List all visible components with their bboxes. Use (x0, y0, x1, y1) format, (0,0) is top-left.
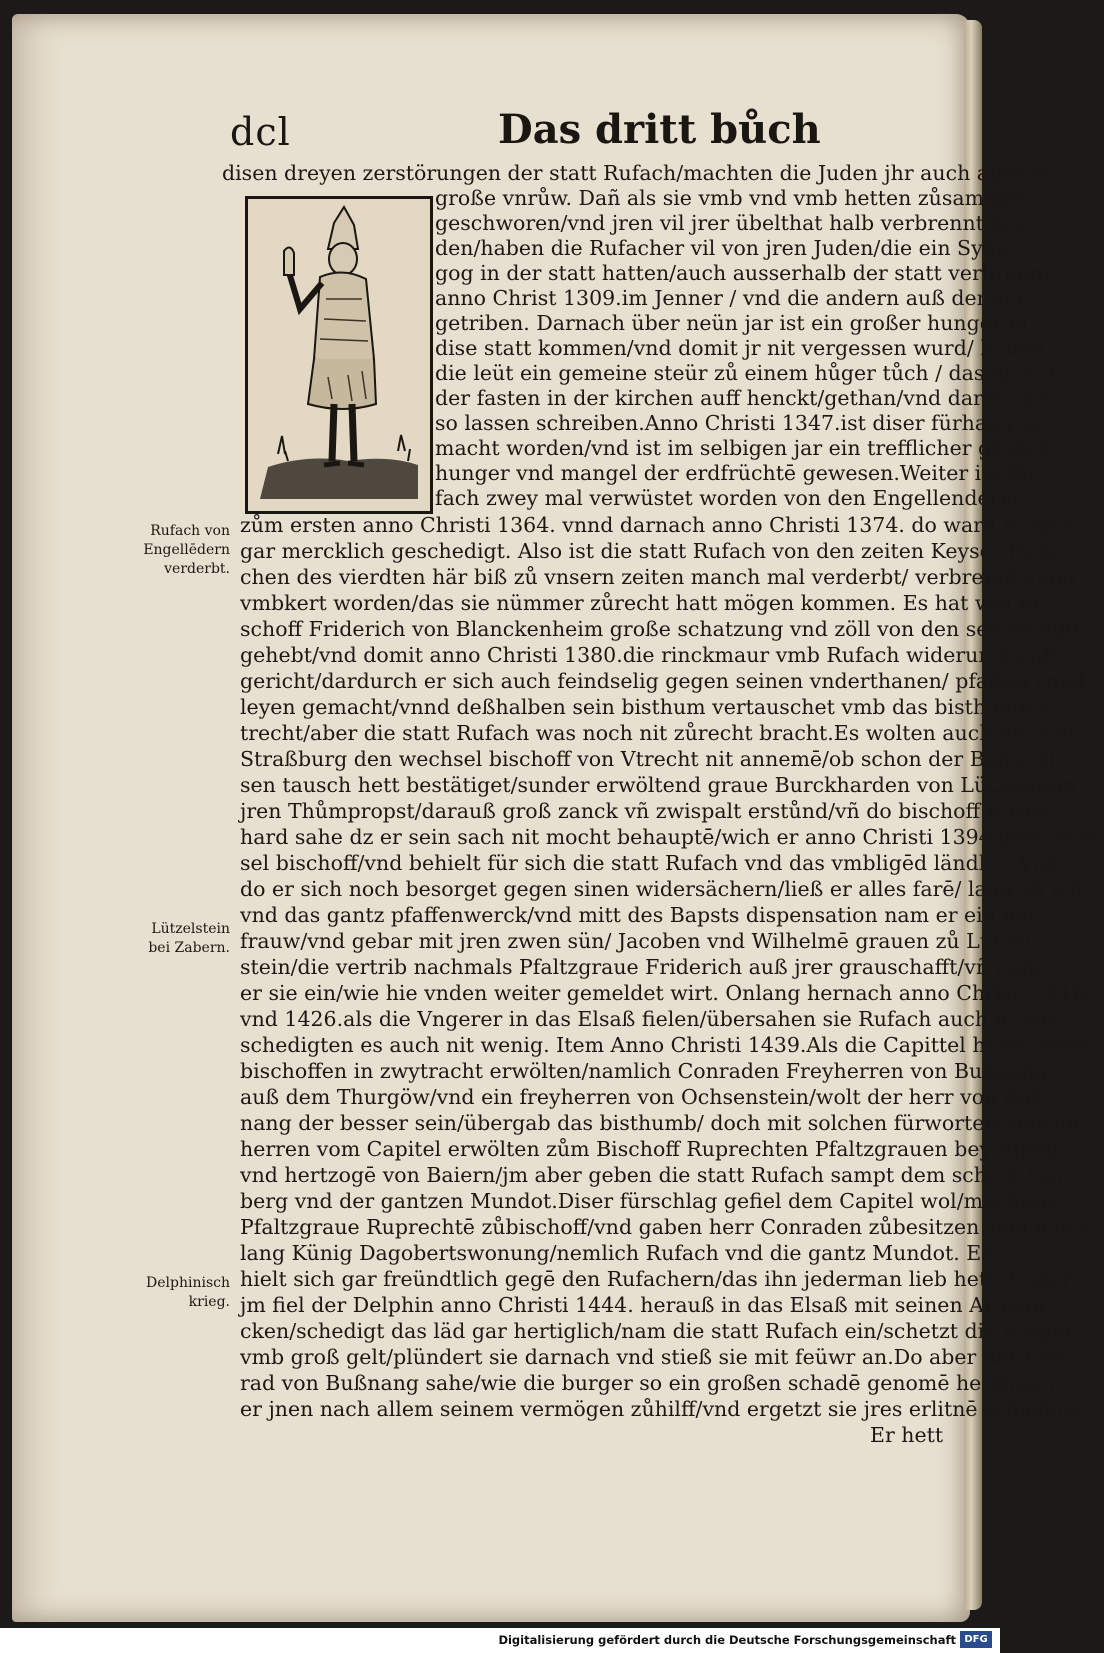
text-line: so lassen schreiben.Anno Christi 1347.ist diser fürhang ge (435, 411, 1046, 435)
funding-credit: Digitalisierung gefördert durch die Deutsche Forschungsgemeinschaft (498, 1633, 956, 1647)
text-line: sen tausch hett bestätiget/sunder erwöltend graue Burckharden von Lützelstein (240, 773, 1076, 797)
text-line: bischoffen in zwytracht erwölten/namlich Conraden Freyherren von Bußnang (240, 1059, 1048, 1083)
catchword: Er hett (870, 1423, 944, 1447)
text-line: gog in der statt hatten/auch ausserhalb der statt verbrennt (435, 261, 1052, 285)
text-line: stein/die vertrib nachmals Pfaltzgraue Friderich auß jrer grauschafft/vñ nam (240, 955, 1041, 979)
running-head: Das dritt bůch (498, 106, 821, 153)
text-line: der fasten in der kirchen auff henckt/gethan/vnd darein als (435, 386, 1051, 410)
text-line: jren Thůmpropst/darauß groß zanck vñ zwispalt erstůnd/vñ do bischoff Burck (240, 799, 1049, 823)
text-line: chen des vierdten här biß zů vnsern zeiten manch mal verderbt/ verbrennt vnnd (240, 565, 1076, 589)
text-line: er sie ein/wie hie vnden weiter gemeldet wirt. Onlang hernach anno Christi 1416. (240, 981, 1093, 1005)
marginal-note: Rufach von Engellēdern verderbt. (143, 523, 230, 577)
text-line: leyen gemacht/vnnd deßhalben sein bisthum vertauschet vmb das bisthumb V (240, 695, 1054, 719)
text-line: vnd hertzogē von Baiern/jm aber geben die statt Rufach sampt dem schloß Isen (240, 1163, 1071, 1187)
text-line: dise statt kommen/vnd domit jr nit vergessen wurd/ haben (435, 336, 1045, 360)
text-line: fach zwey mal verwüstet worden von den Engellendern/ (435, 486, 1020, 510)
text-line: Straßburg den wechsel bischoff von Vtrecht nit annemē/ob schon der Bapst di (240, 747, 1056, 771)
folio-number: dcl (230, 110, 291, 154)
marginal-note: Lützelstein bei Zabern. (148, 921, 230, 956)
text-line: disen dreyen zerstörungen der statt Rufach/machten die Juden jhr auch aber ein (222, 161, 1063, 185)
text-line: vnd das gantz pfaffenwerck/vnd mitt des Bapsts dispensation nam er ein hauß (240, 903, 1055, 927)
text-line: trecht/aber die statt Rufach was noch nit zůrecht bracht.Es wolten auch die von (240, 721, 1075, 745)
text-line: den/haben die Rufacher vil von jren Juden/die ein Syna (435, 236, 1009, 260)
text-line: herren vom Capitel erwölten zům Bischoff Ruprechten Pfaltzgrauen bey Rhein (240, 1137, 1059, 1161)
text-line: lang Künig Dagobertswonung/nemlich Rufach vnd die gantz Mundot. Er (240, 1241, 992, 1265)
dfg-logo: DFG (960, 1631, 992, 1648)
text-line: sel bischoff/vnd behielt für sich die statt Rufach vnd das vmbligēd ländlin. Vnd (240, 851, 1060, 875)
marginal-note: Delphinisch krieg. (146, 1275, 230, 1310)
text-line: cken/schedigt das läd gar hertiglich/nam die statt Rufach ein/schetzt die burger (240, 1319, 1075, 1343)
text-line: vmbkert worden/das sie nümmer zůrecht hatt mögen kommen. Es hat wol Bi (240, 591, 1040, 615)
text-line: vnd 1426.als die Vngerer in das Elsaß fielen/übersahen sie Rufach auch nit/sie (240, 1007, 1059, 1031)
text-line: hard sahe dz er sein sach nit mocht behauptē/wich er anno Christi 1394.dem wech (240, 825, 1104, 849)
text-line: nang der besser sein/übergab das bisthumb/ doch mit solchen fürworten/ das die (240, 1111, 1086, 1135)
text-line: auß dem Thurgöw/vnd ein freyherren von Ochsenstein/wolt der herr von Buß (240, 1085, 1046, 1109)
text-line: getriben. Darnach über neün jar ist ein großer hunger in (435, 311, 1028, 335)
text-line: schoff Friderich von Blanckenheim große schatzung vnd zöll von den seinen auff (240, 617, 1080, 641)
text-line: macht worden/vnd ist im selbigen jar ein trefflicher großer (435, 436, 1049, 460)
text-line: hielt sich gar freündtlich gegē den Rufachern/das ihn jederman lieb hett. Vnder (240, 1267, 1072, 1291)
text-line: schedigten es auch nit wenig. Item Anno Christi 1439.Als die Capittel herrē zwen (240, 1033, 1090, 1057)
text-line: geschworen/vnd jren vil jrer übelthat halb verbrennt wor (435, 211, 1031, 235)
text-line: berg vnd der gantzen Mundot.Diser fürschlag gefiel dem Capitel wol/machten (240, 1189, 1054, 1213)
text-line: do er sich noch besorget gegen sinen widersächern/ließ er alles farē/ land vñ leüt/ (240, 877, 1098, 901)
text-line: frauw/vnd gebar mit jren zwen sün/ Jacoben vnd Wilhelmē grauen zů Lützel (240, 929, 1031, 953)
text-line: rad von Bußnang sahe/wie die burger so ein großen schadē genomē hettē/kam (240, 1371, 1061, 1395)
text-line: gericht/dardurch er sich auch feindselig gegen seinen vnderthanen/ pfaffen vnnd (240, 669, 1086, 693)
text-line: Pfaltzgraue Ruprechtē zůbischoff/vnd gaben herr Conraden zůbesitzen sein leben (240, 1215, 1092, 1239)
text-line: große vnrůw. Dañ als sie vmb vnd vmb hetten zůsammen (435, 186, 1029, 210)
text-line: jm fiel der Delphin anno Christi 1444. herauß in das Elsaß mit seinen Armeni (240, 1293, 1046, 1317)
text-line: zům ersten anno Christi 1364. vnnd darnach anno Christi 1374. do ward Rufach (240, 513, 1076, 537)
text-line: anno Christ 1309.im Jenner / vnd die andern auß der statt (435, 286, 1041, 310)
text-line: er jnen nach allem seinem vermögen zůhilff/vnd ergetzt sie jres erlitnē schadens. (240, 1397, 1087, 1421)
text-line: die leüt ein gemeine steür zů einem hůger tůch / das man in (435, 361, 1063, 385)
text-line: gar mercklich geschedigt. Also ist die statt Rufach von den zeiten Keyser Henri (240, 539, 1068, 563)
text-line: gehebt/vnd domit anno Christi 1380.die rinckmaur vmb Rufach widerumb auff (240, 643, 1058, 667)
text-line: vmb groß gelt/plündert sie darnach vnd stieß sie mit feüwr an.Do aber her Con (240, 1345, 1066, 1369)
text-line: hunger vnd mangel der erdfrüchtē gewesen.Weiter ist Ru (435, 461, 1036, 485)
